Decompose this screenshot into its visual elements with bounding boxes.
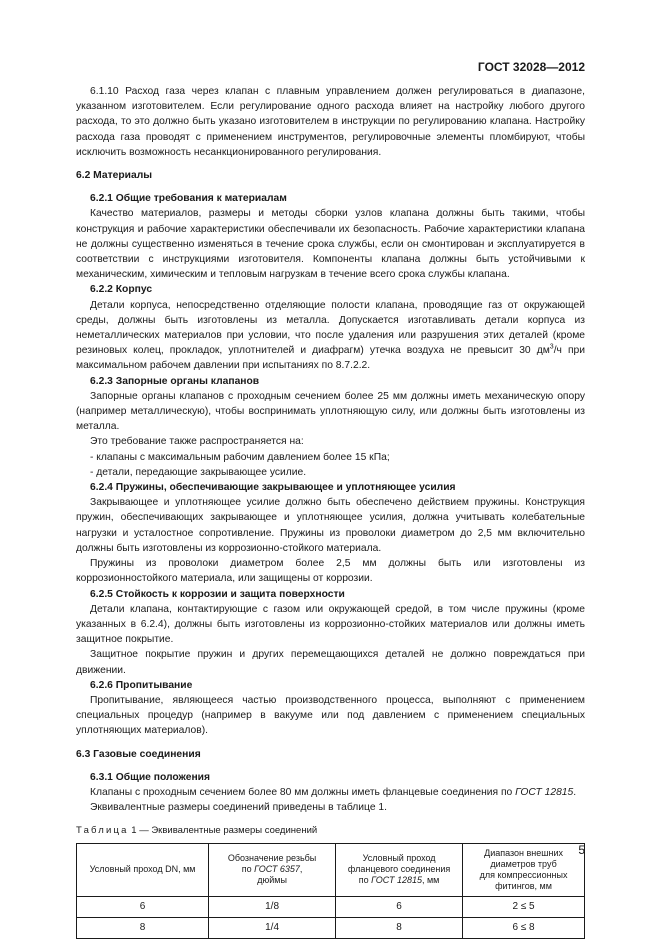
header-text: диаметров труб [490,858,557,869]
header-text: фланцевого соединения [347,864,451,875]
heading-6-2-4: 6.2.4 Пружины, обеспечивающие закрывающее и уплотняющее усилия [90,482,456,494]
standard-reference: ГОСТ 12815 [515,786,574,798]
table-cell: 8 [77,917,209,938]
paragraph-6-2-6: Пропитывание, являющееся частью производственного процесса, выполняют с применением специальных процедур (например в вакууме или под давлением с применением специальных уплотняющих материалов). [76,694,585,737]
header-text: по [241,864,255,875]
table-header-row [77,843,585,896]
table-cell: 2 ≤ 5 [463,896,585,917]
header-nominal-bore [77,843,209,896]
list-item: - клапаны с максимальным рабочим давлением более 15 кПа; [90,451,390,463]
document-code-header: ГОСТ 32028—2012 [477,60,585,74]
paragraph-6-3-1-end: . [573,786,577,798]
table-caption [76,823,585,838]
header-text: по [358,875,372,886]
header-text: для компрессионных [479,869,568,880]
table-row [77,896,585,917]
header-text: фитингов, мм [495,880,552,891]
paragraph-6-2-1: Качество материалов, размеры и методы сборки узлов клапана должны быть такими, чтобы конструкция и рабочие характеристики обеспечивали их безопасность. Рабочие характеристики клапана не должны существенно изменяться в течение срока службы, если он смонтирован и эксплуатируется в соответствии с инструкциями изготовителя. Компоненты клапана должны быть устойчивыми к механическим, химическим и тепловым нагрузкам в течение всего срока службы клапана. [76,208,585,281]
header-thread-designation [209,843,336,896]
page-number: 5 [578,843,585,857]
heading-6-2-2: 6.2.2 Корпус [90,284,153,296]
header-pipe-diameter-range [463,843,585,896]
heading-6-3: 6.3 Газовые соединения [76,748,201,760]
paragraph-6-2-3: Запорные органы клапанов с проходным сечением более 25 мм должны иметь механическую опору (например металлическую), чтобы воспринимать уплотняющую силу, или должны быть изготовлены из металла. [76,390,585,433]
header-text: Диапазон внешних [484,847,563,858]
paragraph-6-2-2 [76,298,585,374]
header-text: , [299,864,303,875]
paragraph-6-3-1 [76,785,585,800]
table-caption-text: 1 — Эквивалентные размеры соединений [128,825,318,837]
table-cell: 1/8 [209,896,336,917]
paragraph-6-2-2-text-a: Детали корпуса, непосредственно отделяющие полости клапана, проводящие газ от окружающей среды, должны быть изготовлены из металла. Допускается изготавливать детали корпуса из неметаллических материалов при условии, что после удаления или разрушения этих деталей (кроме резиновых колец, прокладок, уплотнителей и диафрагм) утечка воздуха не превысит 30 дм [76,299,585,357]
standard-reference: ГОСТ 12815 [371,875,422,886]
paragraph-6-3-1-second: Эквивалентные размеры соединений приведены в таблице 1. [90,802,387,814]
heading-6-2-1: 6.2.1 Общие требования к материалам [90,193,287,205]
header-text: Условный проход DN, мм [89,864,196,875]
heading-6-2: 6.2 Материалы [76,170,153,182]
equivalent-sizes-table [76,843,585,939]
paragraph-6-1-10: 6.1.10 Расход газа через клапан с плавным управлением должен регулироваться в диапазоне, указанном изготовителем. Если регулирование одного расхода влияет на настройку любого другого расхода, то это должно быть указано изготовителем в инструкции по регулированию клапана. Настройку расхода газа проводят с применением инструментов, регулировочные элементы пломбируют, чтобы исключить возможность несанкционированного регулирования. [76,86,585,158]
heading-6-2-3: 6.2.3 Запорные органы клапанов [90,375,260,387]
header-text: дюймы [257,875,287,886]
standard-reference: ГОСТ 6357 [254,864,300,875]
table-cell: 6 ≤ 8 [463,917,585,938]
header-text: , мм [421,875,440,886]
table-cell: 8 [336,917,463,938]
table-cell: 6 [336,896,463,917]
header-flange-bore [336,843,463,896]
paragraph-6-2-2-text-b: /ч при максимальном рабочем давлении при испытаниях по 8.7.2.2. [76,345,585,372]
heading-6-2-6: 6.2.6 Пропитывание [90,679,193,691]
paragraph-6-2-5-first: Детали клапана, контактирующие с газом или окружающей средой, в том числе пружины (кроме указанных в 6.2.4), должны быть изготовлены из коррозионно-стойких материалов или должны иметь защитное покрытие. [76,603,585,646]
paragraph-6-2-4-second: Пружины из проволоки диаметром более 2,5 мм должны быть или изготовлены из коррозионностойкого материала, или защищены от коррозии. [76,558,585,585]
document-body [76,84,585,939]
paragraph-6-2-4-first: Закрывающее и уплотняющее усилие должно быть обеспечено действием пружины. Конструкция пружин, обеспечивающих закрывающее и уплотняющее усилия, должна учитывать колебательные нагрузки и усталостное сопротивление. Пружины из проволоки диаметром до 2,5 мм включительно должны быть изготовлены из коррозионно-стойкого материала. [76,497,585,554]
list-item: - детали, передающие закрывающее усилие. [90,466,307,478]
header-text: Обозначение резьбы [227,853,317,864]
heading-6-3-1: 6.3.1 Общие положения [90,771,210,783]
superscript-3: 3 [549,343,554,351]
paragraph-6-3-1-text: Клапаны с проходным сечением более 80 мм должны иметь фланцевые соединения по [90,786,516,798]
table-cell: 6 [77,896,209,917]
heading-6-2-5: 6.2.5 Стойкость к коррозии и защита поверхности [90,588,345,600]
paragraph-6-2-5-second: Защитное покрытие пружин и других перемещающихся деталей не должно повреждаться при движении. [76,649,585,676]
table-cell: 1/4 [209,917,336,938]
header-text: Условный проход [362,853,436,864]
paragraph-6-2-3-also: Это требование также распространяется на: [90,436,304,448]
table-caption-word: Таблица [76,825,129,837]
